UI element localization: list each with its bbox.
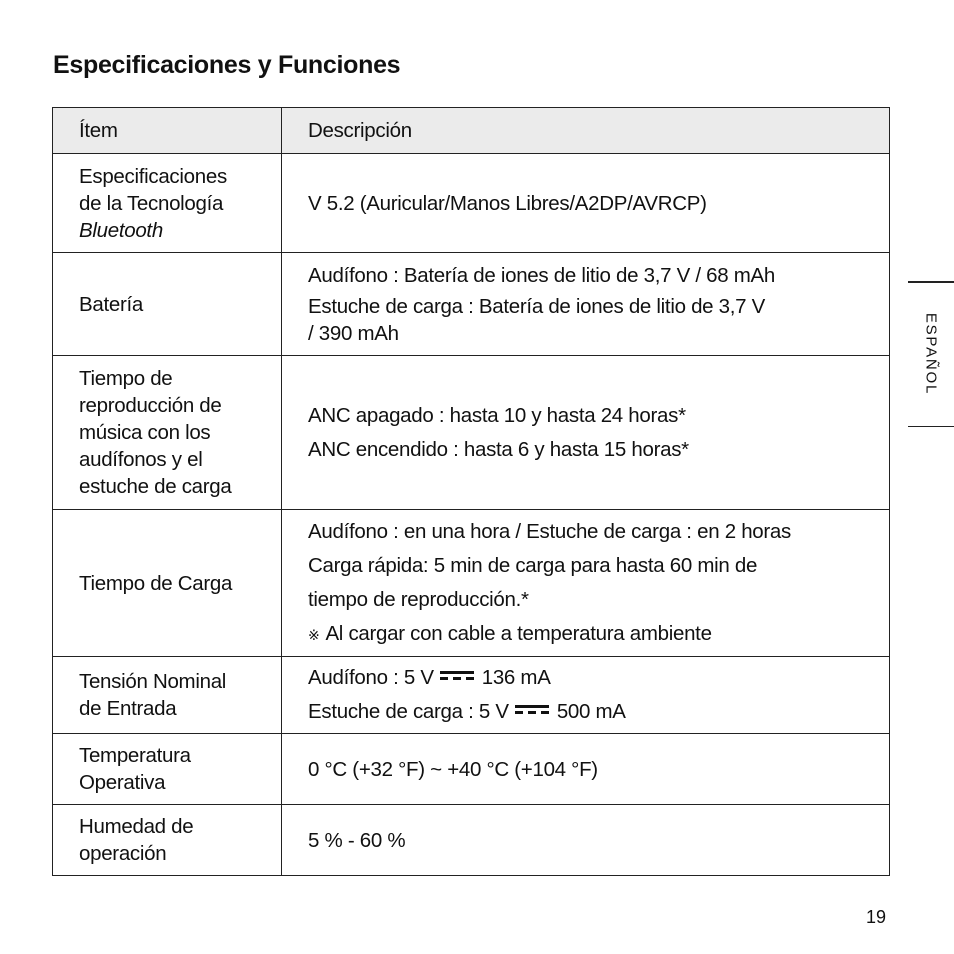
dc-current-icon: [440, 670, 474, 682]
item-cell: [53, 805, 282, 876]
item-text: audífonos y el: [79, 448, 203, 471]
description-text: ANC encendido : hasta 6 y hasta 15 horas*: [308, 437, 689, 461]
description-text: Audífono : en una hora / Estuche de carga : en 2 horas: [308, 519, 791, 543]
item-cell: [53, 734, 282, 805]
note-symbol: ※: [308, 626, 320, 643]
table-row-bluetooth: [53, 154, 890, 253]
description-text: tiempo de reproducción.*: [308, 587, 529, 611]
item-text: de la Tecnología: [79, 191, 224, 215]
item-text: música con los: [79, 421, 211, 444]
description-cell: [282, 253, 890, 356]
side-tab-bottom-rule: [908, 426, 954, 428]
header-description: Descripción: [282, 108, 890, 154]
item-cell: Batería: [53, 253, 282, 356]
language-side-tab: [908, 281, 954, 427]
description-text: 0 °C (+32 °F) ~ +40 °C (+104 °F): [308, 757, 598, 781]
description-cell: [282, 734, 890, 805]
dc-current-icon: [515, 704, 549, 716]
item-text: Operativa: [79, 771, 166, 794]
table-row-operating-temperature: [53, 734, 890, 805]
description-text: Carga rápida: 5 min de carga para hasta 60 min de: [308, 553, 758, 577]
note-text: Al cargar con cable a temperatura ambiente: [325, 621, 712, 645]
table-row-playback-time: [53, 356, 890, 510]
item-text: Especificaciones: [79, 164, 227, 188]
table-row-charging-time: [53, 510, 890, 657]
description-text: ANC apagado : hasta 10 y hasta 24 horas*: [308, 403, 686, 427]
note-line: [308, 617, 883, 652]
description-text: Estuche de carga : Batería de iones de litio de 3,7 V: [308, 294, 766, 318]
side-tab-top-rule: [908, 281, 954, 283]
earbud-voltage-line: [308, 661, 883, 695]
description-cell: [282, 510, 890, 657]
table-row-operating-humidity: [53, 805, 890, 876]
case-current: 500 mA: [556, 700, 626, 723]
case-voltage-prefix: Estuche de carga : 5 V: [308, 700, 509, 723]
description-text: / 390 mAh: [308, 321, 399, 345]
item-cell: [53, 356, 282, 510]
table-header-row: [53, 108, 890, 154]
case-voltage-line: [308, 695, 883, 729]
description-cell: [282, 356, 890, 510]
item-cell: [53, 154, 282, 253]
description-cell: [282, 805, 890, 876]
table-row-input-voltage: [53, 657, 890, 734]
item-text: Tiempo de: [79, 367, 173, 390]
table-row-battery: [53, 253, 890, 356]
item-text: de Entrada: [79, 697, 177, 720]
item-text: estuche de carga: [79, 475, 232, 498]
item-cell: Tiempo de Carga: [53, 510, 282, 657]
page-title: Especificaciones y Funciones: [53, 51, 401, 79]
item-text-italic: Bluetooth: [79, 218, 163, 242]
item-text: operación: [79, 842, 167, 865]
description-cell: [282, 154, 890, 253]
description-cell: [282, 657, 890, 734]
earbud-voltage-prefix: Audífono : 5 V: [308, 666, 434, 689]
page-number: 19: [866, 907, 887, 927]
specifications-table: [52, 107, 890, 876]
item-text: Humedad de: [79, 815, 194, 838]
description-text: 5 % - 60 %: [308, 828, 406, 852]
item-text: Temperatura: [79, 744, 191, 767]
item-text: reproducción de: [79, 394, 222, 417]
header-item: Ítem: [53, 108, 282, 154]
description-text: Audífono : Batería de iones de litio de 3,7 V / 68 mAh: [308, 263, 776, 287]
item-cell: [53, 657, 282, 734]
description-text: V 5.2 (Auricular/Manos Libres/A2DP/AVRCP): [308, 191, 707, 215]
item-text: Tensión Nominal: [79, 670, 227, 693]
language-label: ESPAÑOL: [922, 312, 940, 396]
earbud-current: 136 mA: [481, 666, 551, 689]
